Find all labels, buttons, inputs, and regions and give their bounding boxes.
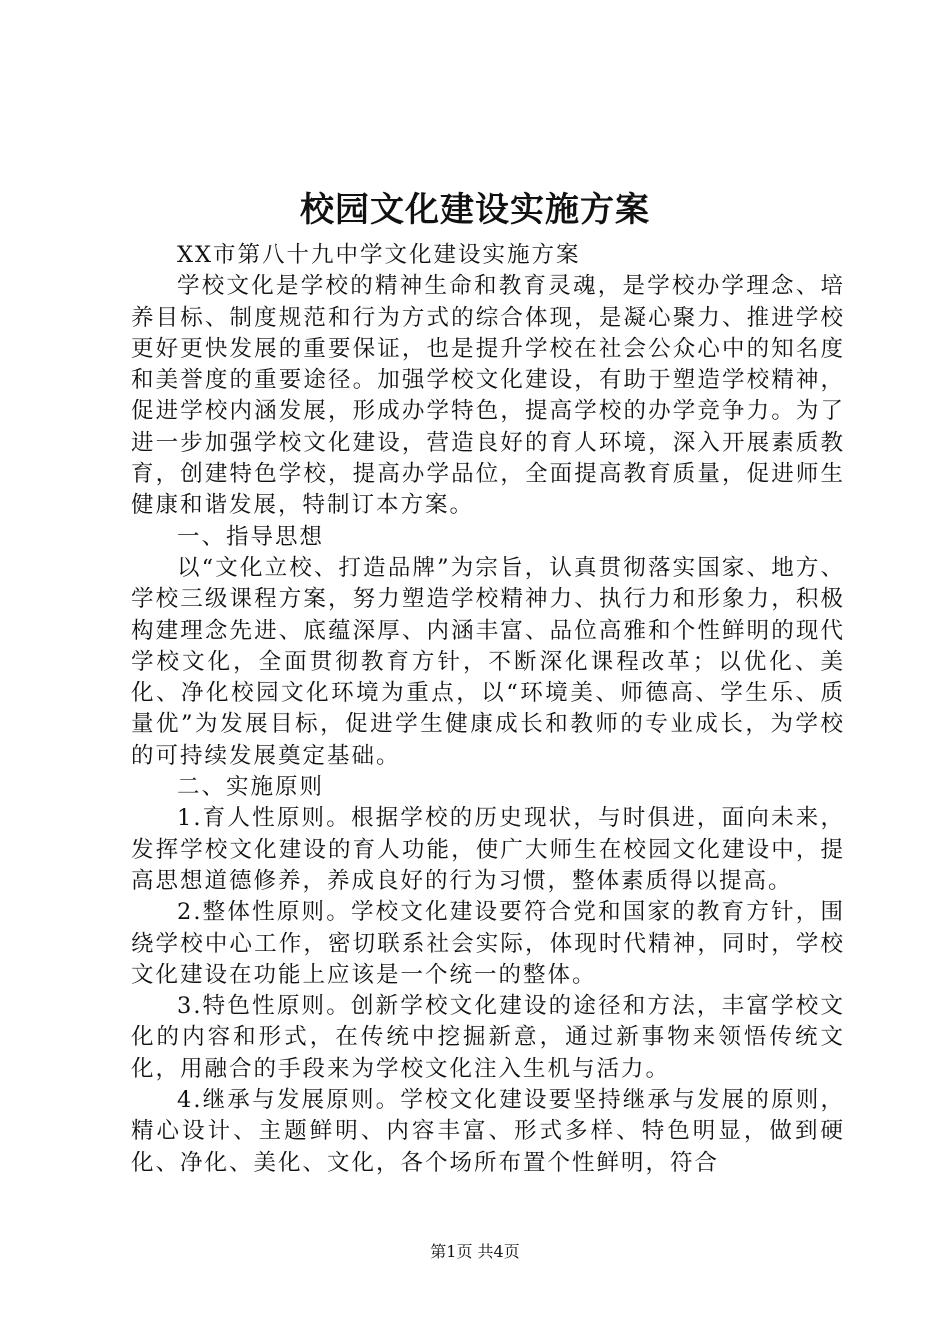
document-body xyxy=(131,240,845,1179)
principle-3-paragraph: 3.特色性原则。创新学校文化建设的途径和方法，丰富学校文化的内容和形式，在传统中挖掘新意，通过新事物来领悟传统文化，用融合的手段来为学校文化注入生机与活力。 xyxy=(131,993,845,1082)
section-heading-principles: 二、实施原则 xyxy=(177,774,325,801)
section-heading-guiding-ideology: 一、指导思想 xyxy=(177,523,325,550)
page-footer: 第1页 共4页 xyxy=(430,1242,520,1261)
principle-4-paragraph: 4.继承与发展原则。学校文化建设要坚持继承与发展的原则，精心设计、主题鲜明、内容丰富、形式多样、特色明显，做到硬化、净化、美化、文化，各个场所布置个性鲜明，符合 xyxy=(131,1087,845,1176)
principle-2-paragraph: 2.整体性原则。学校文化建设要符合党和国家的教育方针，围绕学校中心工作，密切联系社会实际，体现时代精神，同时，学校文化建设在功能上应该是一个统一的整体。 xyxy=(131,899,845,988)
document-title: 校园文化建设实施方案 xyxy=(300,190,650,230)
guiding-ideology-paragraph: 以“文化立校、打造品牌”为宗旨，认真贯彻落实国家、地方、学校三级课程方案，努力塑造学校精神力、执行力和形象力，积极构建理念先进、底蕴深厚、内涵丰富、品位高雅和个性鲜明的现代学校文化，全面贯彻教育方针，不断深化课程改革；以优化、美化、净化校园文化环境为重点，以“环境美、师德高、学生乐、质量优”为发展目标，促进学生健康成长和教师的专业成长，为学校的可持续发展奠定基础。 xyxy=(131,554,845,769)
principle-1-paragraph: 1.育人性原则。根据学校的历史现状，与时俱进，面向未来，发挥学校文化建设的育人功能，使广大师生在校园文化建设中，提高思想道德修养，养成良好的行为习惯，整体素质得以提高。 xyxy=(131,805,845,894)
subtitle-paragraph: XX市第八十九中学文化建设实施方案 xyxy=(177,242,581,268)
intro-paragraph: 学校文化是学校的精神生命和教育灵魂，是学校办学理念、培养目标、制度规范和行为方式的综合体现，是凝心聚力、推进学校更好更快发展的重要保证，也是提升学校在社会公众心中的知名度和美誉度的重要途径。加强学校文化建设，有助于塑造学校精神，促进学校内涵发展，形成办学特色，提高学校的办学竞争力。为了进一步加强学校文化建设，营造良好的育人环境，深入开展素质教育，创建特色学校，提高办学品位，全面提高教育质量，促进师生健康和谐发展，特制订本方案。 xyxy=(131,273,845,519)
